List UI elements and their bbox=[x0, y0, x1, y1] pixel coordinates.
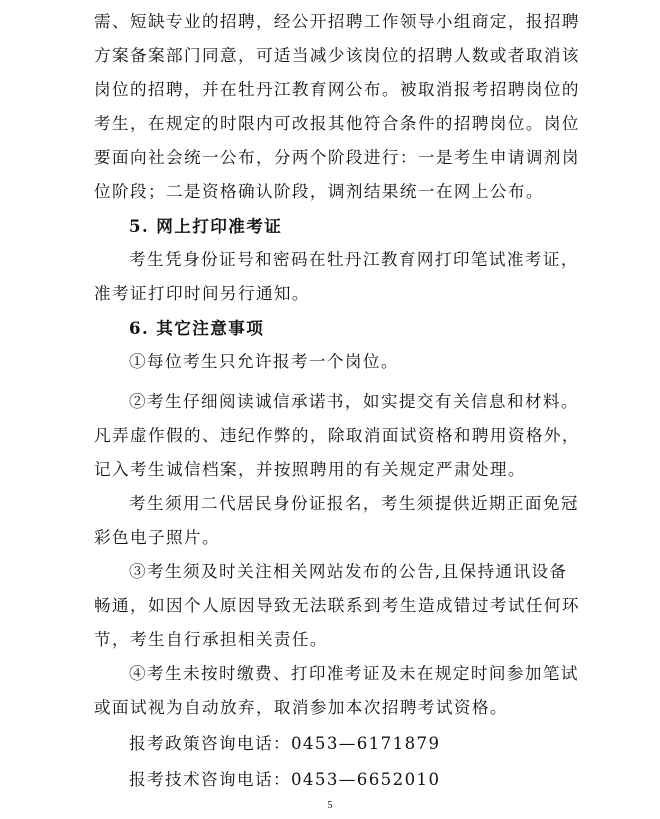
body-text-line: ④考生未按时缴费、打印准考证及未在规定时间参加笔试 bbox=[129, 664, 579, 683]
body-text-line: ③考生须及时关注相关网站发布的公告,且保持通讯设备 bbox=[129, 562, 568, 581]
body-text-line: 或面试视为自动放弃，取消参加本次招聘考试资格。 bbox=[94, 698, 508, 717]
body-text-line: 记入考生诚信档案，并按照聘用的有关规定严肃处理。 bbox=[94, 460, 526, 479]
section-heading: 5. 网上打印准考证 bbox=[129, 216, 283, 236]
body-text-line: 方案备案部门同意，可适当减少该岗位的招聘人数或者取消该 bbox=[94, 46, 580, 65]
section-heading: 6. 其它注意事项 bbox=[129, 318, 265, 338]
body-text-line: 准考证打印时间另行通知。 bbox=[94, 284, 310, 303]
page-number: 5 bbox=[327, 800, 333, 811]
body-text-line: 凡弄虚作假的、违纪作弊的，除取消面试资格和聘用资格外， bbox=[94, 426, 580, 445]
body-text-line: 考生须用二代居民身份证报名，考生须提供近期正面免冠 bbox=[129, 494, 579, 513]
body-text-line: 畅通，如因个人原因导致无法联系到考生造成错过考试任何环 bbox=[94, 596, 580, 615]
body-text-line: 岗位的招聘，并在牡丹江教育网公布。被取消报考招聘岗位的 bbox=[94, 80, 580, 99]
body-text-line: ①每位考生只允许报考一个岗位。 bbox=[129, 352, 399, 371]
body-text-line: 彩色电子照片。 bbox=[94, 528, 220, 547]
body-text-line: ②考生仔细阅读诚信承诺书，如实提交有关信息和材料。 bbox=[129, 392, 579, 411]
contact-phone-policy: 报考政策咨询电话：0453—6171879 bbox=[129, 734, 441, 753]
body-text-line: 位阶段；二是资格确认阶段，调剂结果统一在网上公布。 bbox=[94, 182, 544, 201]
body-text-line: 需、短缺专业的招聘，经公开招聘工作领导小组商定，报招聘 bbox=[94, 12, 580, 31]
body-text-line: 考生，在规定的时限内可改报其他符合条件的招聘岗位。岗位 bbox=[94, 114, 580, 133]
contact-phone-technical: 报考技术咨询电话：0453—6652010 bbox=[129, 770, 441, 789]
body-text-line: 考生凭身份证号和密码在牡丹江教育网打印笔试准考证， bbox=[129, 250, 579, 269]
body-text-line: 要面向社会统一公布，分两个阶段进行：一是考生申请调剂岗 bbox=[94, 148, 580, 167]
body-text-line: 节，考生自行承担相关责任。 bbox=[94, 630, 328, 649]
